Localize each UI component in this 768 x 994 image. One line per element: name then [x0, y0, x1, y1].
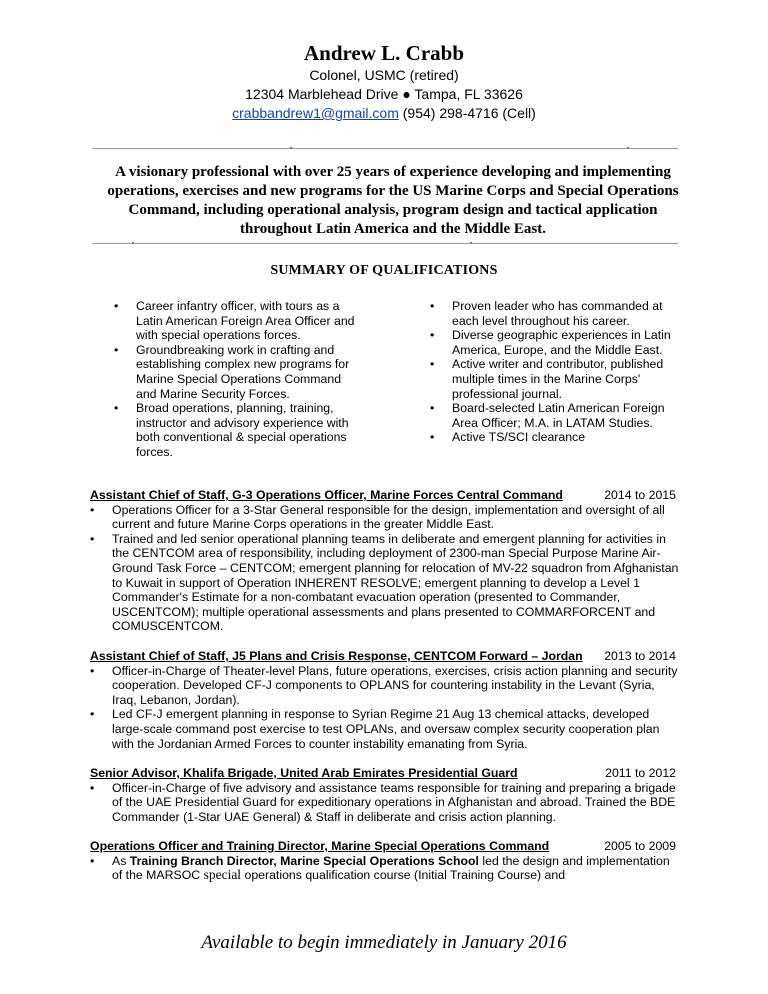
availability-footer: Available to begin immediately in January 2016: [201, 932, 567, 953]
divider-tick: [627, 147, 629, 149]
profile-divider: [92, 243, 678, 244]
divider-tick: [132, 242, 134, 244]
job-bullet: • Officer-in-Charge of Theater-level Plans, future operations, exercises, crisis action planning and security cooperation. Developed CF-J components to OPLANS for countering instability in the Levant (Syria, Iraq, Lebanon, Jordan).: [90, 663, 678, 707]
job-bullet: • Officer-in-Charge of five advisory and assistance teams responsible for training and preparing a brigade of the UAE Presidential Guard for expeditionary operations in Afghanistan and abroad. Trained the BDE Commander (1-Star UAE General) & Staff in deliberate and crisis action planning.: [90, 780, 676, 824]
qualifications-right: [430, 299, 682, 445]
list-item: • Active TS/SCI clearance: [430, 430, 586, 445]
job-title: Operations Officer and Training Director, Marine Special Operations Command: [90, 839, 550, 853]
list-item: • Board-selected Latin American Foreign Area Officer; M.A. in LATAM Studies.: [430, 401, 665, 430]
bullet-icon: •: [90, 502, 95, 517]
bullet-icon: •: [90, 663, 95, 678]
job-bullet: • Operations Officer for a 3-Star General responsible for the design, implementation and oversight of all current and future Marine Corps operations in the greater Middle East.: [90, 502, 665, 532]
bullet-icon: •: [430, 357, 435, 372]
job-heading: [90, 766, 680, 781]
bullet-icon: •: [114, 342, 119, 357]
job-title: Assistant Chief of Staff, G-3 Operations Officer, Marine Forces Central Command: [90, 488, 563, 502]
phone-number: (954) 298-4716 (Cell): [402, 105, 536, 121]
contact-line: [0, 104, 768, 123]
bullet-icon: •: [430, 401, 435, 416]
divider-tick: [470, 242, 472, 244]
job-bullet: • Trained and led senior operational planning teams in deliberate and emergent planning for activities in the CENTCOM area of responsibility, including deployment of 2300-man Special Purpose Marine Air-Ground Task Force – CENTCOM; emergent planning for relocation of MV-22 squadron from Afghanistan to Kuwait in support of Operation INHERENT RESOLVE; emergent planning to develop a Level 1 Commander's Estimate for a non-combatant evacuation operation (presented to Commander, USCENTCOM); multiple operational assessments and plans presented to COMMARFORCENT and COMUSCENTCOM.: [90, 531, 679, 634]
resume-header: [0, 40, 768, 123]
job-heading: [90, 649, 680, 664]
bullet-icon: •: [114, 401, 119, 416]
bullet-icon: •: [90, 707, 95, 722]
job-dates: 2013 to 2014: [604, 649, 676, 663]
bullet-icon: •: [430, 299, 435, 313]
summary-title: SUMMARY OF QUALIFICATIONS: [270, 263, 498, 278]
job-title: Senior Advisor, Khalifa Brigade, United Arab Emirates Presidential Guard: [90, 766, 518, 780]
bullet-icon: •: [430, 430, 435, 445]
job-entry: [90, 766, 680, 824]
job-bullet: • Led CF-J emergent planning in response to Syrian Regime 21 Aug 13 chemical attacks, developed large-scale command post exercise to test OPLANs, and oversaw complex security cooperation plan with the Jordanian Armed Forces to counter instability emanating from Syria.: [90, 707, 660, 751]
email-link[interactable]: crabbandrew1@gmail.com: [232, 105, 399, 121]
bullet-icon: •: [90, 780, 95, 795]
job-dates: 2014 to 2015: [604, 488, 676, 502]
candidate-name: Andrew L. Crabb: [303, 41, 465, 65]
bullet-icon: •: [430, 328, 435, 343]
list-item: • Diverse geographic experiences in Latin America, Europe, and the Middle East.: [430, 328, 671, 357]
special-word: special: [203, 867, 242, 883]
bold-role: Training Branch Director, Marine Special Operations School: [129, 853, 479, 868]
candidate-address: 12304 Marblehead Drive ● Tampa, FL 33626: [245, 86, 523, 102]
job-title: Assistant Chief of Staff, J5 Plans and Crisis Response, CENTCOM Forward – Jordan: [90, 649, 583, 663]
job-heading: [90, 839, 680, 854]
job-entry: [90, 488, 680, 634]
qualifications-left: [114, 299, 364, 460]
job-dates: 2011 to 2012: [605, 766, 676, 780]
profile-summary: A visionary professional with over 25 years of experience developing and implementing operations, exercises and new programs for the US Marine Corps and Special Operations Command, including operational analysis, program design and tactical application throughout Latin America and the Middle East.: [107, 164, 679, 237]
job-bullet: • As Training Branch Director, Marine Special Operations School led the design and implementation of the MARSOC special operations qualification course (Initial Training Course) and: [90, 853, 670, 883]
candidate-rank: Colonel, USMC (retired): [309, 67, 459, 83]
header-divider: [92, 148, 678, 149]
list-item: • Broad operations, planning, training, instructor and advisory experience with both conventional & special operations forces.: [114, 401, 349, 459]
job-heading: [90, 488, 680, 503]
bullet-icon: •: [90, 531, 95, 546]
bullet-icon: •: [114, 299, 119, 313]
list-item: • Groundbreaking work in crafting and establishing complex new programs for Marine Special Operations Command and Marine Security Forces.: [114, 342, 350, 401]
list-item: • Proven leader who has commanded at each level throughout his career.: [430, 299, 663, 328]
job-dates: 2005 to 2009: [604, 839, 676, 853]
divider-tick: [290, 147, 292, 149]
job-entry: [90, 649, 680, 751]
list-item: • Active writer and contributor, published multiple times in the Marine Corps' professional journal.: [430, 357, 664, 401]
list-item: • Career infantry officer, with tours as a Latin American Foreign Area Officer and with special operations forces.: [114, 299, 355, 343]
bullet-icon: •: [90, 853, 95, 868]
job-entry: [90, 839, 680, 883]
